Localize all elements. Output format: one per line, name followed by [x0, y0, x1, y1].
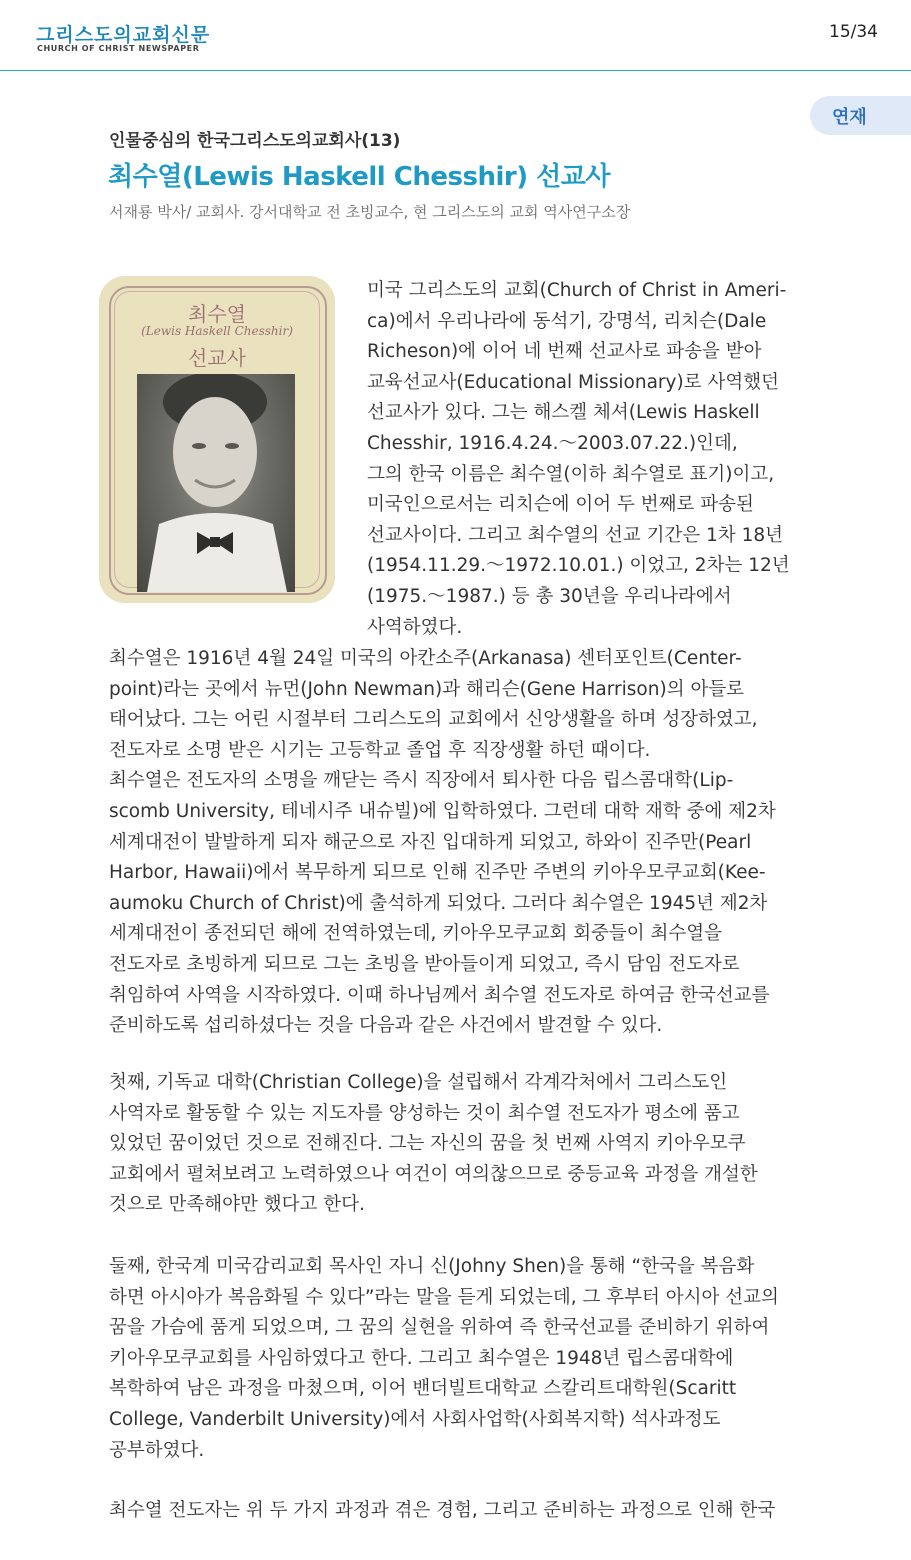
series-title: 인물중심의 한국그리스도의교회사(13): [109, 131, 401, 151]
portrait-frame: [99, 276, 335, 603]
text-line: (1954.11.29.～1972.10.01.) 이었고, 2차는 12년: [367, 555, 790, 577]
article-author: 서재룡 박사/ 교회사. 강서대학교 전 초빙교수, 현 그리스도의 교회 역사연구소장: [109, 203, 631, 221]
text-line: 전도자로 소명 받은 시기는 고등학교 졸업 후 직장생활 하던 때이다.: [109, 739, 651, 761]
body-paragraph-3: [109, 1252, 779, 1466]
text-line: 세계대전이 발발하게 되자 해군으로 자진 입대하게 되었고, 하와이 진주만(Pearl: [109, 831, 752, 853]
text-line: 꿈을 가슴에 품게 되었으며, 그 꿈의 실현을 위하여 즉 한국선교를 준비하기 위하여: [109, 1317, 770, 1339]
portrait-caption-title: 선교사: [188, 346, 246, 370]
body-paragraph-2: [109, 1068, 758, 1221]
body-paragraph-4: [109, 1496, 775, 1527]
newspaper-logo: 그리스도의교회신문: [36, 24, 211, 46]
text-line: 선교사이다. 그리고 최수열의 선교 기간은 1차 18년: [367, 524, 784, 546]
text-line: 사역자로 활동할 수 있는 지도자를 양성하는 것이 최수열 전도자가 평소에 품고: [109, 1102, 740, 1124]
text-line: 교회에서 펼쳐보려고 노력하였으나 여건이 여의찮으므로 중등교육 과정을 개설한: [109, 1163, 758, 1185]
text-line: 둘째, 한국계 미국감리교회 목사인 자니 신(Johny Shen)을 통해 “한국을 복음화: [109, 1256, 755, 1277]
page-header: [0, 0, 911, 71]
section-tag: [810, 96, 911, 135]
portrait-caption-english: (Lewis Haskell Chesshir): [141, 324, 293, 338]
intro-paragraph: [367, 276, 790, 643]
text-line: scomb University, 테네시주 내슈빌)에 입학하였다. 그런데 대학 재학 중에 제2차: [109, 800, 776, 822]
page-number: 15/34: [829, 22, 878, 42]
section-tag-label: 연재: [832, 107, 867, 128]
text-line: 최수열 전도자는 위 두 가지 과정과 겪은 경험, 그리고 준비하는 과정으로 인해 한국: [109, 1500, 776, 1521]
text-line: 것으로 만족해야만 했다고 한다.: [109, 1194, 365, 1216]
text-line: 선교사가 있다. 그는 해스켈 체셔(Lewis Haskell: [367, 402, 760, 424]
text-line: ca)에서 우리나라에 동석기, 강명석, 리치슨(Dale: [367, 310, 767, 332]
portrait-photo: [137, 374, 295, 592]
text-line: 첫째, 기독교 대학(Christian College)을 설립해서 각계각처에서 그리스도인: [109, 1072, 728, 1093]
text-line: (1975.～1987.) 등 총 30년을 우리나라에서: [367, 585, 732, 607]
text-line: 교육선교사(Educational Missionary)로 사역했던: [367, 371, 779, 393]
text-line: College, Vanderbilt University)에서 사회사업학(사회복지학) 석사과정도: [109, 1408, 721, 1430]
text-line: aumoku Church of Christ)에 출석하게 되었다. 그러다 최수열은 1945년 제2차: [109, 892, 768, 914]
text-line: 최수열은 1916년 4월 24일 미국의 아칸소주(Arkanasa) 센터포인트(Center-: [109, 648, 742, 669]
text-line: 준비하도록 섭리하셨다는 것을 다음과 같은 사건에서 발견할 수 있다.: [109, 1015, 663, 1037]
text-line: 사역하였다.: [367, 616, 463, 638]
body-paragraph-1: [109, 644, 776, 1042]
text-line: 하면 아시아가 복음화될 수 있다”라는 말을 듣게 되었는데, 그 후부터 아시아 선교의: [109, 1286, 779, 1308]
text-line: 있었던 꿈이었던 것으로 전해진다. 그는 자신의 꿈을 첫 번째 사역지 키아우모쿠: [109, 1133, 746, 1155]
text-line: Richeson)에 이어 네 번째 선교사로 파송을 받아: [367, 341, 762, 363]
text-line: point)라는 곳에서 뉴먼(John Newman)과 해리슨(Gene Harrison)의 아들로: [109, 678, 745, 700]
article-title: 최수열(Lewis Haskell Chesshir) 선교사: [108, 162, 610, 192]
text-line: 그의 한국 이름은 최수열(이하 최수열로 표기)이고,: [367, 463, 775, 485]
portrait-image: [137, 374, 295, 592]
text-line: 태어났다. 그는 어린 시절부터 그리스도의 교회에서 신앙생활을 하며 성장하였고,: [109, 709, 758, 731]
text-line: Chesshir, 1916.4.24.～2003.07.22.)인데,: [367, 432, 738, 454]
portrait-caption-name: 최수열: [188, 302, 246, 326]
text-line: 미국 그리스도의 교회(Church of Christ in Ameri-: [367, 280, 787, 301]
text-line: Harbor, Hawaii)에서 복무하게 되므로 인해 진주만 주변의 키아우모쿠교회(Kee-: [109, 862, 766, 884]
newspaper-logo-subtitle: CHURCH OF CHRIST NEWSPAPER: [37, 44, 200, 53]
text-line: 복학하여 남은 과정을 마쳤으며, 이어 밴더빌트대학교 스칼리트대학원(Scaritt: [109, 1378, 737, 1400]
text-line: 공부하였다.: [109, 1439, 205, 1461]
text-line: 전도자로 초빙하게 되므로 그는 초빙을 받아들이게 되었고, 즉시 담임 전도자로: [109, 953, 740, 975]
text-line: 취임하여 사역을 시작하였다. 이때 하나님께서 최수열 전도자로 하여금 한국선교를: [109, 984, 770, 1006]
text-line: 미국인으로서는 리치슨에 이어 두 번째로 파송된: [367, 494, 754, 516]
text-line: 키아우모쿠교회를 사임하였다고 한다. 그리고 최수열은 1948년 립스콤대학에: [109, 1347, 734, 1369]
text-line: 최수열은 전도자의 소명을 깨닫는 즉시 직장에서 퇴사한 다음 립스콤대학(Lip-: [109, 770, 734, 792]
text-line: 세계대전이 종전되던 해에 전역하였는데, 키아우모쿠교회 회중들이 최수열을: [109, 923, 723, 945]
